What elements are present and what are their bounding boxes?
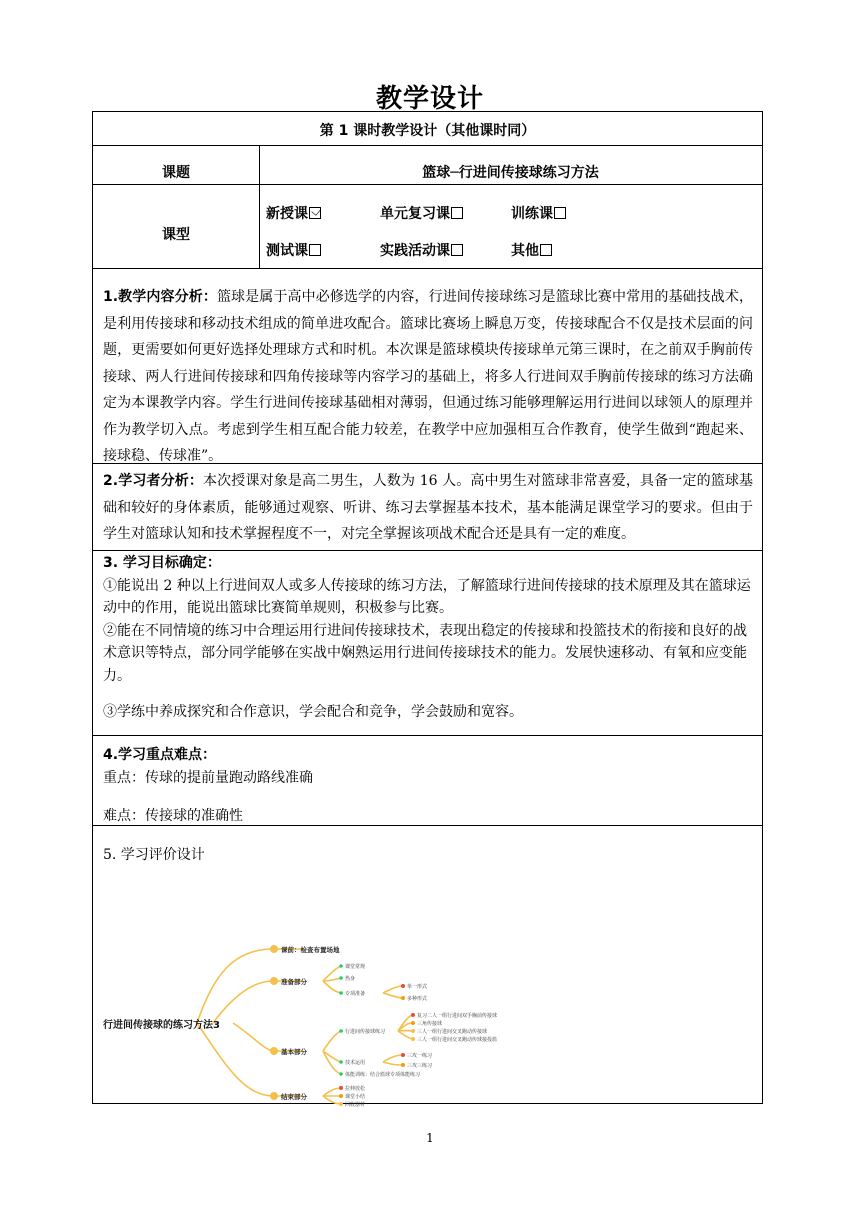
branch-bulb-icon: [270, 1092, 278, 1100]
checkbox-icon[interactable]: [540, 244, 552, 256]
header-row: [93, 112, 762, 146]
mindmap-diagram: [93, 826, 762, 1108]
section-body: 本次授课对象是高二男生，人数为 16 人。高中男生对篮球非常喜爱，具备一定的篮球基础和较好的身体素质，能够通过观察、听讲、练习去掌握基本技术，基本能满足课堂学习的要求。但由于学生对篮球认知和技术掌握程度不一，对完全掌握该项战术配合还是具有一定的难度。: [103, 473, 753, 542]
mindmap-node: 技术运用: [345, 1060, 366, 1066]
option-test[interactable]: [266, 240, 321, 260]
lesson-type-row: [93, 185, 762, 269]
checkbox-icon[interactable]: [451, 244, 463, 256]
option-practice[interactable]: [380, 240, 463, 260]
mindmap-node: 体能训练：结合篮球专项体能练习: [345, 1072, 421, 1078]
section-heading: 4.学习重点难点：: [103, 747, 217, 763]
document-title: 教学设计: [375, 84, 484, 114]
mindmap-leaf: 单一形式: [407, 984, 428, 990]
section-heading: 2.学习者分析：: [103, 473, 204, 489]
branch-label: 结束部分: [281, 1093, 307, 1101]
key-points-content: [103, 744, 755, 828]
learner-analysis-section: [93, 464, 762, 551]
content-analysis-text: [103, 284, 753, 470]
option-training[interactable]: [511, 203, 566, 223]
topic-label: 课题: [162, 165, 190, 181]
mindmap-leaf: 三角传接球: [417, 1021, 443, 1027]
section-heading: 1.教学内容分析：: [103, 289, 217, 305]
checkbox-icon[interactable]: [309, 244, 321, 256]
checkbox-icon[interactable]: [451, 207, 463, 219]
objective-item: ③学练中养成探究和合作意识，学会配合和竞争，学会鼓励和宽容。: [103, 704, 523, 720]
option-label: 训练课: [511, 206, 553, 222]
option-label: 实践活动课: [380, 243, 450, 259]
key-points-section: [93, 736, 762, 826]
option-label: 新授课: [266, 206, 308, 222]
objectives-section: [93, 551, 762, 736]
key-point-text: 重点：传球的提前量跑动路线准确: [103, 769, 313, 786]
mindmap-root: 行进间传接球的练习方法3: [103, 1020, 220, 1031]
checkbox-icon[interactable]: [554, 207, 566, 219]
objectives-content: [103, 552, 755, 724]
section-heading: 3. 学习目标确定：: [103, 555, 221, 571]
section-body: 篮球是属于高中必修选学的内容，行进间传接球练习是篮球比赛中常用的基础技战术，是利用传接球和移动技术组成的简单进攻配合。篮球比赛场上瞬息万变，传接球配合不仅是技术层面的问题，更需要如何更好选择处理球方式和时机。本次课是篮球模块传接球单元第三课时，在之前双手胸前传接球、两人行进间传接球和四角传接球等内容学习的基础上，将多人行进间双手胸前传接球的练习方法确定为本课教学内容。学生行进间传接球基础相对薄弱，但通过练习能够理解运用行进间以球领人的原理并作为教学切入点。考虑到学生相互配合能力较差，在教学中应加强相互合作教育，使学生做到“跑起来、接球稳、传球准”。: [103, 289, 753, 464]
option-other[interactable]: [511, 240, 552, 260]
objective-item: ②能在不同情境的练习中合理运用行进间传接球技术，表现出稳定的传接球和投篮技术的衔接和良好的战术意识等特点，部分同学能够在实战中娴熟运用行进间传接球技术的能力。发展快速移动、有氧和应变能力。: [103, 622, 747, 684]
mindmap-node: 专项准备: [345, 991, 366, 997]
branch-label: 课前：检查布置场地: [281, 946, 340, 954]
option-label: 测试课: [266, 243, 308, 259]
mindmap-leaf: 多种形式: [407, 996, 428, 1002]
mindmap-leaf: 三人一组行进间交叉跑动传球接投篮: [417, 1037, 498, 1043]
mindmap-node: 行进间传接球练习: [345, 1029, 386, 1035]
option-new-lesson[interactable]: [266, 203, 321, 223]
lesson-plan-table: [92, 111, 763, 1108]
objective-item: ①能说出 2 种以上行进间双人或多人传接球的练习方法，了解篮球行进间传接球的技术原理及其在篮球运动中的作用，能说出篮球比赛简单规则，积极参与比赛。: [103, 577, 751, 616]
page-number: 1: [426, 1131, 434, 1145]
mindmap-node: 课堂常规: [345, 964, 366, 970]
mindmap-leaf: 三攻一练习: [407, 1053, 433, 1059]
section-heading: 5. 学习评价设计: [103, 847, 205, 863]
mindmap-node: 热身: [345, 976, 356, 982]
topic-row: [93, 146, 762, 185]
branch-label: 准备部分: [281, 978, 307, 986]
mindmap-node: 拉伸放松: [345, 1086, 366, 1092]
lesson-type-label: 课型: [162, 227, 190, 243]
mindmap-node: 课堂小结: [345, 1094, 366, 1100]
evaluation-section: [93, 826, 762, 1108]
checkbox-checked-icon[interactable]: [309, 207, 321, 219]
option-label: 单元复习课: [380, 206, 450, 222]
mindmap-leaf: 三攻三练习: [407, 1063, 433, 1069]
branch-bulb-icon: [270, 977, 278, 985]
mindmap-node: 回收器材: [345, 1102, 366, 1108]
difficulty-text: 难点：传接球的准确性: [103, 808, 243, 824]
learner-analysis-text: [103, 468, 753, 548]
mindmap-leaf: 复习二人一组行进间双手胸前传接球: [417, 1013, 498, 1019]
content-analysis-section: [93, 269, 762, 464]
option-unit-review[interactable]: [380, 203, 463, 223]
branch-bulb-icon: [270, 945, 278, 953]
branch-bulb-icon: [270, 1047, 278, 1055]
option-label: 其他: [511, 243, 539, 259]
mindmap-leaf: 三人一组行进间交叉跑动传接球: [417, 1029, 488, 1035]
branch-label: 基本部分: [281, 1048, 307, 1056]
header-text: 第 1 课时教学设计（其他课时同）: [319, 123, 536, 139]
topic-value: 篮球─行进间传接球练习方法: [422, 165, 599, 181]
